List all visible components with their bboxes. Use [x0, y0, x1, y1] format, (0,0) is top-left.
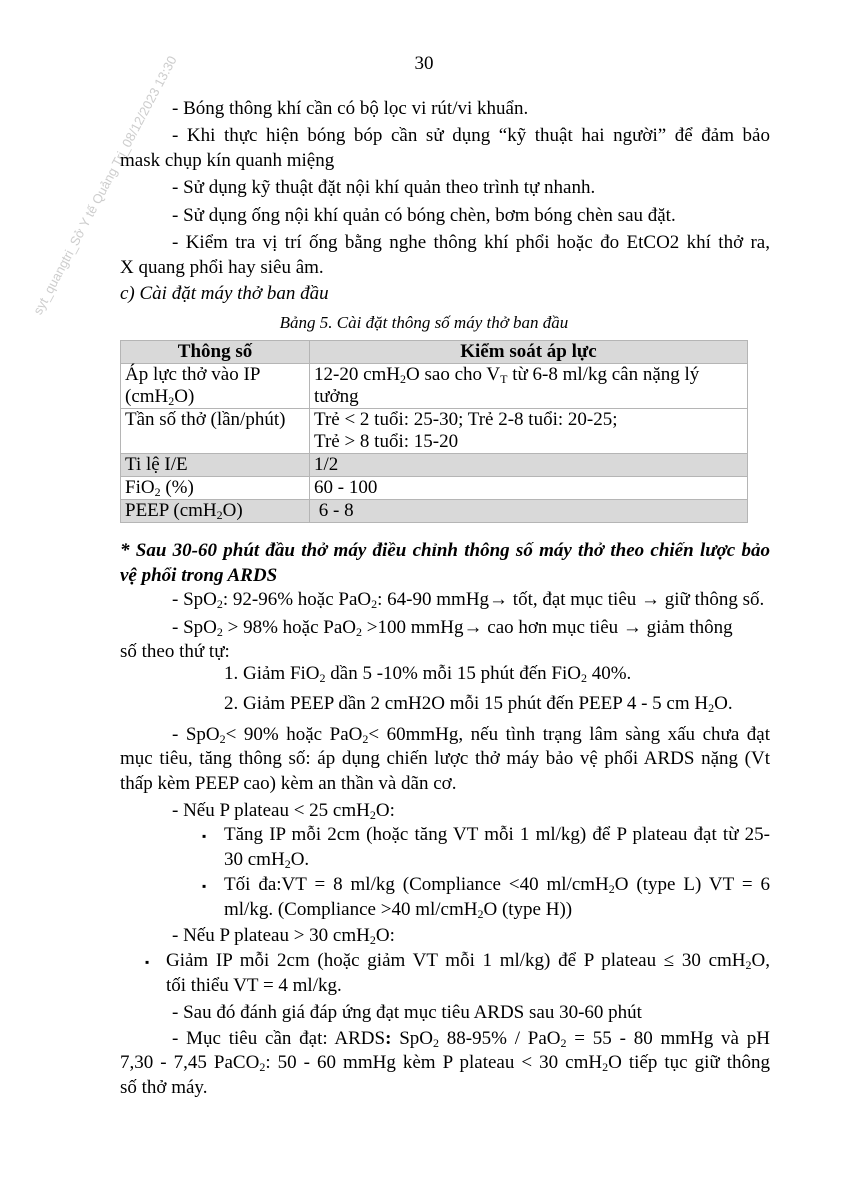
para-goal-cont: 7,30 - 7,45 PaCO$_2$: 50 - 60 mmHg kèm P plateau < 30 cmH$_2$O tiếp tục giữ thông — [120, 1052, 770, 1074]
para-rapid-intubation: - Sử dụng kỹ thuật đặt nội khí quản theo trình tự nhanh. — [172, 177, 596, 198]
para-check-position: - Kiểm tra vị trí ống bằng nghe thông khí phổi hoặc đo EtCO2 khí thở ra, — [172, 232, 770, 253]
para-spo2-low: - SpO$_2$< 90% hoặc PaO$_2$< 60mmHg, nếu tình trạng lâm sàng xấu chưa đạt — [172, 724, 770, 746]
table-row — [121, 364, 748, 409]
para-plateau-low: - Nếu P plateau < 25 cmH$_2$O: — [172, 800, 395, 822]
table-cell-value: 6 - 8 — [310, 500, 748, 523]
para-spo2-low-cont: mục tiêu, tăng thông số: áp dụng chiến lược thở máy bảo vệ phổi ARDS nặng (Vt — [120, 748, 770, 769]
table-cell-value: Trẻ < 2 tuổi: 25-30; Trẻ 2-8 tuổi: 20-25; Trẻ > 8 tuổi: 15-20 — [310, 409, 748, 454]
table-cell-value: 1/2 — [310, 454, 748, 477]
table-cell-param: Áp lực thở vào IP (cmH$_2$O) — [121, 364, 310, 409]
table-cell-param: FiO$_2$ (%) — [121, 477, 310, 500]
square-bullet-icon: ▪ — [145, 955, 150, 969]
bullet-decrease-ip-cont: tối thiểu VT = 4 ml/kg. — [166, 975, 342, 996]
square-bullet-icon: ▪ — [202, 829, 207, 843]
table-cell-param: Tần số thở (lần/phút) — [121, 409, 310, 454]
table-header-pressure-control: Kiểm soát áp lực — [310, 341, 748, 364]
bullet-max-vt: Tối đa:VT = 8 ml/kg (Compliance <40 ml/cmH$_2$O (type L) VT = 6 — [224, 874, 770, 896]
ventilator-settings-table — [120, 340, 748, 523]
para-spo2-high-cont: số theo thứ tự: — [120, 641, 230, 662]
watermark: syt_quangtri_Sở Y tế Quảng Trị_08/12/2023 13:30 — [30, 53, 180, 318]
table-cell-value: 12-20 cmH$_2$O sao cho $V_T$ từ 6-8 ml/kg cân nặng lý tưởng — [310, 364, 748, 409]
para-goal: - Mục tiêu cần đạt: ARDS: SpO$_2$ 88-95% / PaO$_2$ = 55 - 80 mmHg và pH — [172, 1028, 770, 1050]
bullet-decrease-ip: Giảm IP mỗi 2cm (hoặc giảm VT mỗi 1 ml/kg) để P plateau ≤ 30 cmH$_2$O, — [166, 950, 770, 972]
table-row — [121, 477, 748, 500]
para-plateau-high: - Nếu P plateau > 30 cmH$_2$O: — [172, 925, 395, 947]
table-header-row — [121, 341, 748, 364]
table-cell-param: PEEP (cmH$_2$O) — [121, 500, 310, 523]
bold-heading-adjust: * Sau 30-60 phút đầu thở máy điều chỉnh thông số máy thở theo chiến lược bảo — [120, 540, 770, 561]
page-number: 30 — [414, 53, 434, 74]
step-reduce-fio2: 1. Giảm FiO$_2$ dần 5 -10% mỗi 15 phút đến FiO$_2$ 40%. — [224, 663, 632, 685]
para-spo2-high: - SpO$_2$ > 98% hoặc PaO$_2$ >100 mmHg→ cao hơn mục tiêu → giảm thông — [172, 617, 733, 639]
para-two-person-technique: - Khi thực hiện bóng bóp cần sử dụng “kỹ thuật hai người” để đảm bảo — [172, 125, 770, 146]
bullet-max-vt-cont: ml/kg. (Compliance >40 ml/cmH$_2$O (type H)) — [224, 899, 573, 921]
para-assess-response: - Sau đó đánh giá đáp ứng đạt mục tiêu ARDS sau 30-60 phút — [172, 1002, 642, 1023]
table-header-param: Thông số — [121, 341, 310, 364]
para-spo2-low-cont2: thấp kèm PEEP cao) kèm an thần và dãn cơ. — [120, 773, 457, 794]
table-cell-param: Ti lệ I/E — [121, 454, 310, 477]
table-cell-value: 60 - 100 — [310, 477, 748, 500]
para-spo2-target: - SpO$_2$: 92-96% hoặc PaO$_2$: 64-90 mmHg→ tốt, đạt mục tiêu → giữ thông số. — [172, 589, 765, 611]
table-row — [121, 409, 748, 454]
bullet-increase-ip: Tăng IP mỗi 2cm (hoặc tăng VT mỗi 1 ml/kg) để P plateau đạt từ 25- — [224, 824, 770, 845]
table-row — [121, 500, 748, 523]
para-two-person-technique-cont: mask chụp kín quanh miệng — [120, 150, 335, 171]
table-caption: Bảng 5. Cài đặt thông số máy thở ban đầu — [279, 313, 569, 332]
para-check-position-cont: X quang phổi hay siêu âm. — [120, 257, 324, 278]
table-row — [121, 454, 748, 477]
para-goal-cont2: số thở máy. — [120, 1077, 208, 1098]
square-bullet-icon: ▪ — [202, 879, 207, 893]
para-ventilation-bag: - Bóng thông khí cần có bộ lọc vi rút/vi khuẩn. — [172, 98, 529, 119]
para-cuffed-tube: - Sử dụng ống nội khí quản có bóng chèn, bơm bóng chèn sau đặt. — [172, 205, 676, 226]
bullet-increase-ip-cont: 30 cmH$_2$O. — [224, 849, 310, 871]
section-heading-c: c) Cài đặt máy thở ban đầu — [120, 283, 329, 304]
step-reduce-peep: 2. Giảm PEEP dần 2 cmH2O mỗi 15 phút đến PEEP 4 - 5 cm $H_2O$. — [224, 693, 733, 715]
bold-heading-adjust-cont: vệ phổi trong ARDS — [120, 565, 278, 586]
